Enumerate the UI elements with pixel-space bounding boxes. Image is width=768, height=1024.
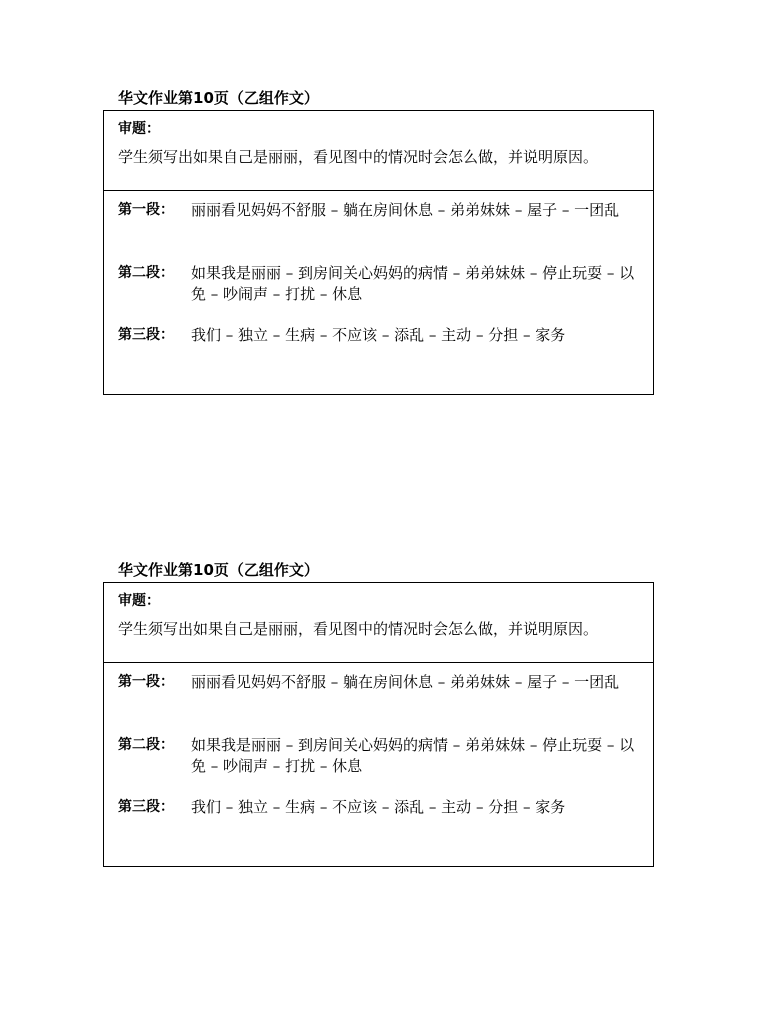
paragraph-text: 丽丽看见妈妈不舒服 – 躺在房间休息 – 弟弟妹妹 – 屋子 – 一团乱	[191, 673, 620, 691]
paragraph-label: 第二段：	[118, 737, 174, 753]
prompt-text: 学生须写出如果自己是丽丽，看见图中的情况时会怎么做，并说明原因。	[118, 620, 599, 638]
paragraph-text: 我们 – 独立 – 生病 – 不应该 – 添乱 – 主动 – 分担 – 家务	[191, 326, 566, 344]
paragraph-label: 第三段：	[118, 799, 174, 815]
paragraph-label: 第二段：	[118, 265, 174, 281]
outline-box	[103, 110, 654, 395]
paragraph-text: 如果我是丽丽 – 到房间关心妈妈的病情 – 弟弟妹妹 – 停止玩耍 – 以免 – 吵闹声 – 打扰 – 休息	[191, 736, 635, 775]
paragraph-label: 第一段：	[118, 674, 174, 690]
paragraph-text: 如果我是丽丽 – 到房间关心妈妈的病情 – 弟弟妹妹 – 停止玩耍 – 以免 – 吵闹声 – 打扰 – 休息	[191, 264, 635, 303]
paragraph-label: 第一段：	[118, 202, 174, 218]
prompt-label: 审题：	[118, 121, 160, 137]
prompt-section	[104, 583, 653, 663]
worksheet-title: 华文作业第10页（乙组作文）	[118, 561, 319, 579]
prompt-text: 学生须写出如果自己是丽丽，看见图中的情况时会怎么做，并说明原因。	[118, 148, 599, 166]
prompt-section	[104, 111, 653, 191]
worksheet-title: 华文作业第10页（乙组作文）	[118, 89, 319, 107]
prompt-label: 审题：	[118, 593, 160, 609]
paragraph-text: 我们 – 独立 – 生病 – 不应该 – 添乱 – 主动 – 分担 – 家务	[191, 798, 566, 816]
outline-box	[103, 582, 654, 867]
paragraph-text: 丽丽看见妈妈不舒服 – 躺在房间休息 – 弟弟妹妹 – 屋子 – 一团乱	[191, 201, 620, 219]
paragraph-label: 第三段：	[118, 327, 174, 343]
